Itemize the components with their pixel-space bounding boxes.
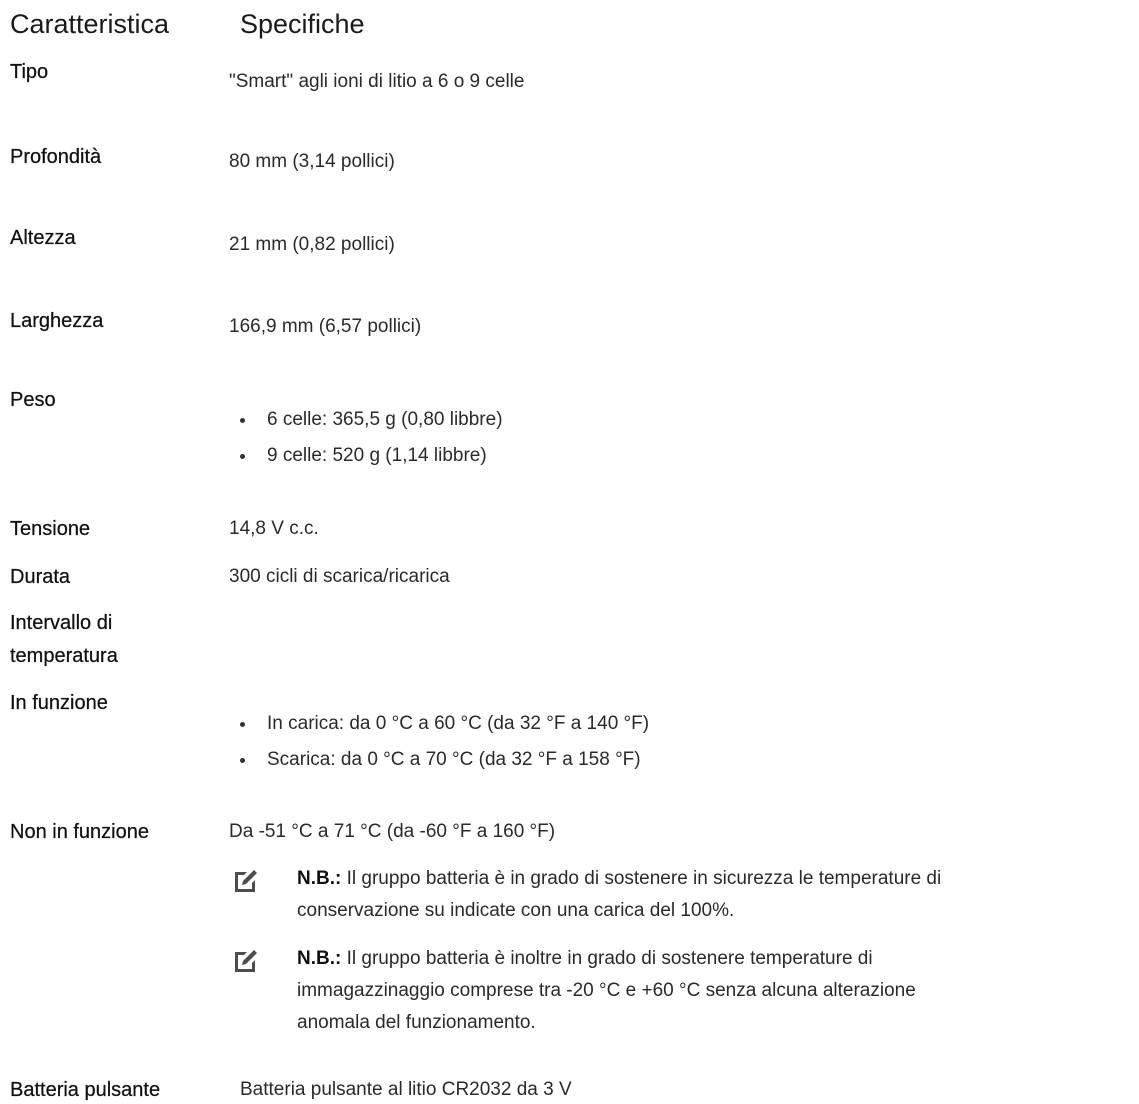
value-non-in-funzione: Da -51 °C a 71 °C (da -60 °F a 160 °F) bbox=[229, 821, 556, 842]
value-altezza: 21 mm (0,82 pollici) bbox=[229, 234, 395, 255]
note-text: immagazzinaggio comprese tra -20 °C e +60 °C senza alcuna alterazione bbox=[297, 980, 916, 1001]
label-tensione: Tensione bbox=[10, 518, 91, 540]
list-item: Scarica: da 0 °C a 70 °C (da 32 °F a 158 °F) bbox=[230, 742, 649, 778]
note-text: Il gruppo batteria è in grado di sostenere in sicurezza le temperature di bbox=[341, 868, 942, 889]
header-spec: Specifiche bbox=[240, 9, 365, 39]
value-tensione: 14,8 V c.c. bbox=[229, 518, 319, 539]
label-non-in-funzione: Non in funzione bbox=[10, 821, 149, 843]
note-text: conservazione su indicate con una carica del 100%. bbox=[297, 900, 735, 921]
value-durata: 300 cicli di scarica/ricarica bbox=[229, 566, 450, 587]
value-larghezza: 166,9 mm (6,57 pollici) bbox=[229, 316, 422, 337]
label-intervallo-line2: temperatura bbox=[10, 645, 118, 667]
pencil-note-icon bbox=[233, 948, 259, 974]
label-tipo: Tipo bbox=[10, 61, 49, 83]
note-2 bbox=[297, 943, 1139, 1039]
note-prefix: N.B.: bbox=[297, 948, 342, 969]
list-item: 6 celle: 365,5 g (0,80 libbre) bbox=[230, 402, 503, 438]
note-prefix: N.B.: bbox=[297, 868, 342, 889]
list-in-funzione bbox=[230, 706, 649, 778]
list-peso bbox=[230, 402, 503, 474]
label-durata: Durata bbox=[10, 566, 71, 588]
label-peso: Peso bbox=[10, 389, 56, 411]
label-batteria-pulsante: Batteria pulsante bbox=[10, 1079, 161, 1101]
list-item: 9 celle: 520 g (1,14 libbre) bbox=[230, 438, 503, 474]
pencil-note-icon bbox=[233, 868, 259, 894]
label-in-funzione: In funzione bbox=[10, 692, 108, 714]
label-intervallo-line1: Intervallo di bbox=[10, 612, 113, 634]
header-feature: Caratteristica bbox=[10, 9, 170, 39]
value-tipo: "Smart" agli ioni di litio a 6 o 9 celle bbox=[229, 71, 525, 92]
value-batteria-pulsante: Batteria pulsante al litio CR2032 da 3 V bbox=[240, 1079, 572, 1100]
note-text: anomala del funzionamento. bbox=[297, 1012, 536, 1033]
list-item: In carica: da 0 °C a 60 °C (da 32 °F a 140 °F) bbox=[230, 706, 649, 742]
label-altezza: Altezza bbox=[10, 227, 76, 249]
note-1 bbox=[297, 863, 1139, 927]
value-profondita: 80 mm (3,14 pollici) bbox=[229, 151, 395, 172]
label-larghezza: Larghezza bbox=[10, 310, 104, 332]
note-text: Il gruppo batteria è inoltre in grado di sostenere temperature di bbox=[341, 948, 873, 969]
label-profondita: Profondità bbox=[10, 146, 102, 168]
